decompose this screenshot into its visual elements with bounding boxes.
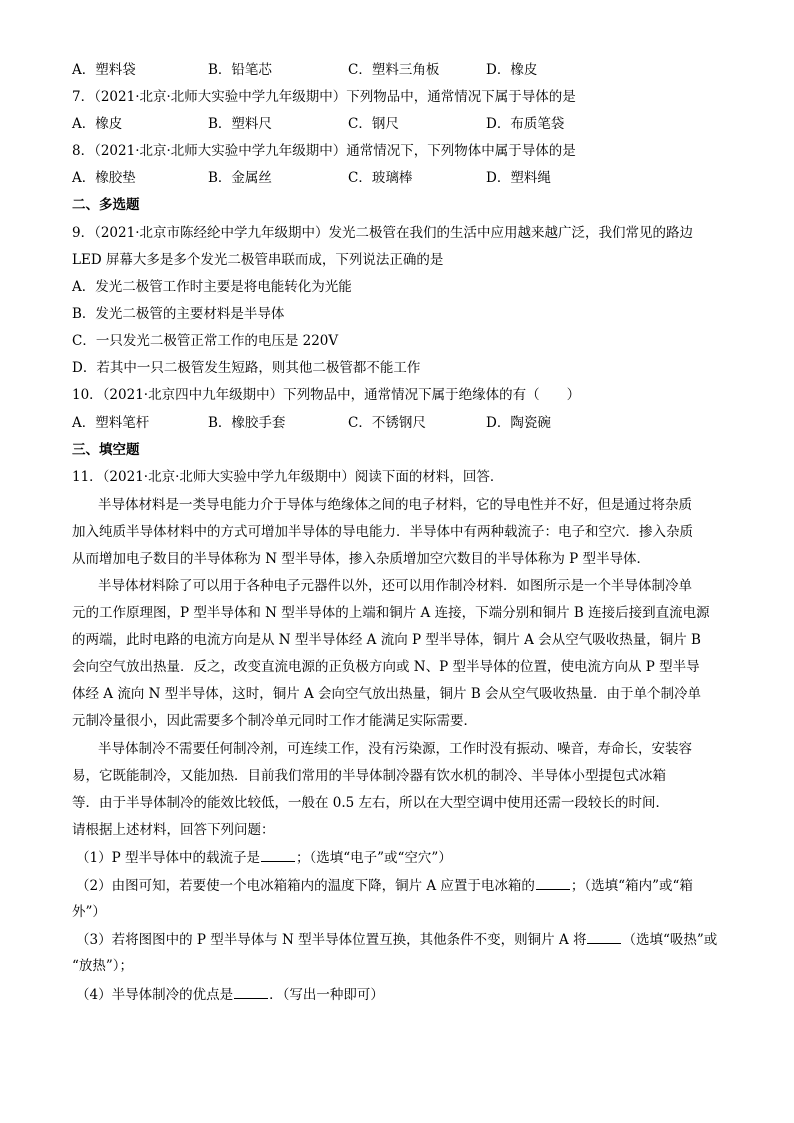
q11-sub2 — [76, 876, 693, 895]
q10-option-d: D．陶瓷碗 — [486, 415, 551, 431]
q10-stem: 10．（2021·北京四中九年级期中）下列物品中，通常情况下属于绝缘体的有（ ） — [72, 387, 581, 403]
q11-sub2-text: （2）由图可知，若要使一个电冰箱箱内的温度下降，铜片 A 应置于电冰箱的 — [76, 878, 535, 894]
q9-option-d: D．若其中一只二极管发生短路，则其他二极管都不能工作 — [72, 360, 421, 376]
q11-sub4-hint: ．（写出一种即可） — [269, 987, 384, 1003]
q6-option-a: A．塑料袋 — [72, 62, 136, 78]
q9-option-c: C．一只发光二极管正常工作的电压是 220V — [72, 333, 339, 349]
q11-p2-line: 半导体材料除了可以用于各种电子元器件以外，还可以用作制冷材料．如图所示是一个半导体制冷单 — [98, 578, 692, 594]
q10-option-b: B．橡胶手套 — [208, 415, 286, 431]
q11-p2-line: 体经 A 流向 N 型半导体，这时，铜片 A 会向空气放出热量，铜片 B 会从空气吸收热量．由于单个制冷单 — [72, 686, 702, 702]
q11-sub3-hint: （选填“吸热”或 — [622, 932, 718, 948]
q7-stem: 7．（2021·北京·北师大实验中学九年级期中）下列物品中，通常情况下属于导体的是 — [72, 89, 576, 105]
q9-stem-line1: 9．（2021·北京市陈经纶中学九年级期中）发光二极管在我们的生活中应用越来越广泛，我们常见的路边 — [72, 225, 693, 241]
q11-p2-line: 会向空气放出热量．反之，改变直流电源的正负极方向或 N、P 型半导体的位置，使电流方向从 P 型半导 — [72, 659, 700, 675]
q11-sub3-blank[interactable] — [587, 930, 621, 944]
q8-option-d: D．塑料绳 — [486, 170, 551, 186]
q11-p3-line: 半导体制冷不需要任何制冷剂，可连续工作，没有污染源，工作时没有振动、噪音，寿命长，安装容 — [98, 741, 692, 757]
q11-p2-line: 元的工作原理图，P 型半导体和 N 型半导体的上端和铜片 A 连接，下端分别和铜片 B 连接后接到直流电源 — [72, 605, 710, 621]
q8-option-a: A．橡胶垫 — [72, 170, 136, 186]
q11-p3-line: 易，它既能制冷，又能加热．目前我们常用的半导体制冷器有饮水机的制冷、半导体小型提包式冰箱 — [72, 768, 666, 784]
q7-option-a: A．橡皮 — [72, 116, 123, 132]
q11-p1-line: 半导体材料是一类导电能力介于导体与绝缘体之间的电子材料，它的导电性并不好，但是通过将杂质 — [98, 497, 692, 513]
q11-p3-line: 等．由于半导体制冷的能效比较低，一般在 0.5 左右，所以在大型空调中使用还需一段较长的时间． — [72, 795, 670, 811]
q9-option-b: B．发光二极管的主要材料是半导体 — [72, 306, 285, 322]
section-heading-multiple-choice: 二、多选题 — [72, 197, 140, 213]
q11-stem: 11．（2021·北京·北师大实验中学九年级期中）阅读下面的材料，回答． — [72, 469, 504, 485]
q11-sub2-hint: ；（选填“箱内”或“箱 — [570, 878, 693, 894]
q8-option-c: C．玻璃棒 — [348, 170, 413, 186]
q6-option-c: C．塑料三角板 — [348, 62, 440, 78]
q11-p2-line: 元制冷量很小，因此需要多个制冷单元同时工作才能满足实际需要． — [72, 713, 477, 729]
q11-sub3-continuation: “放热”）； — [72, 958, 134, 974]
q11-prompt: 请根据上述材料，回答下列问题： — [72, 822, 275, 838]
section-heading-fill-in: 三、填空题 — [72, 442, 140, 458]
q11-sub4-text: （4）半导体制冷的优点是 — [76, 987, 234, 1003]
q9-option-a: A．发光二极管工作时主要是将电能转化为光能 — [72, 279, 352, 295]
q9-stem-line2: LED 屏幕大多是多个发光二极管串联而成，下列说法正确的是 — [72, 252, 444, 268]
q11-sub4-blank[interactable] — [234, 985, 268, 999]
q11-sub1-hint: ；（选填“电子”或“空穴”） — [295, 850, 452, 866]
q7-option-b: B．塑料尺 — [208, 116, 272, 132]
q10-option-a: A．塑料笔杆 — [72, 415, 150, 431]
q11-sub2-blank[interactable] — [536, 876, 570, 890]
q11-p1-line: 加入纯质半导体材料中的方式可增加半导体的导电能力．半导体中有两种载流子：电子和空穴．掺入杂质 — [72, 524, 693, 540]
q6-option-b: B．铅笔芯 — [208, 62, 272, 78]
q11-sub2-continuation: 外”） — [72, 904, 106, 920]
q8-stem: 8．（2021·北京·北师大实验中学九年级期中）通常情况下，下列物体中属于导体的是 — [72, 143, 576, 159]
q11-p2-line: 的两端，此时电路的电流方向是从 N 型半导体经 A 流向 P 型半导体，铜片 A 会从空气吸收热量，铜片 B — [72, 632, 701, 648]
q8-option-b: B．金属丝 — [208, 170, 272, 186]
q10-option-c: C．不锈钢尺 — [348, 415, 426, 431]
q11-sub3-text: （3）若将图图中的 P 型半导体与 N 型半导体位置互换，其他条件不变，则铜片 A 将 — [76, 932, 587, 948]
q11-sub1-blank[interactable] — [261, 848, 295, 862]
q11-sub1 — [76, 848, 452, 867]
q7-option-c: C．钢尺 — [348, 116, 399, 132]
q6-option-d: D．橡皮 — [486, 62, 538, 78]
q11-sub3 — [76, 930, 717, 949]
q11-sub4 — [76, 985, 384, 1004]
q11-sub1-text: （1）P 型半导体中的载流子是 — [76, 850, 260, 866]
q7-option-d: D．布质笔袋 — [486, 116, 565, 132]
q11-p1-line: 从而增加电子数目的半导体称为 N 型半导体，掺入杂质增加空穴数目的半导体称为 P 型半导体． — [72, 551, 651, 567]
